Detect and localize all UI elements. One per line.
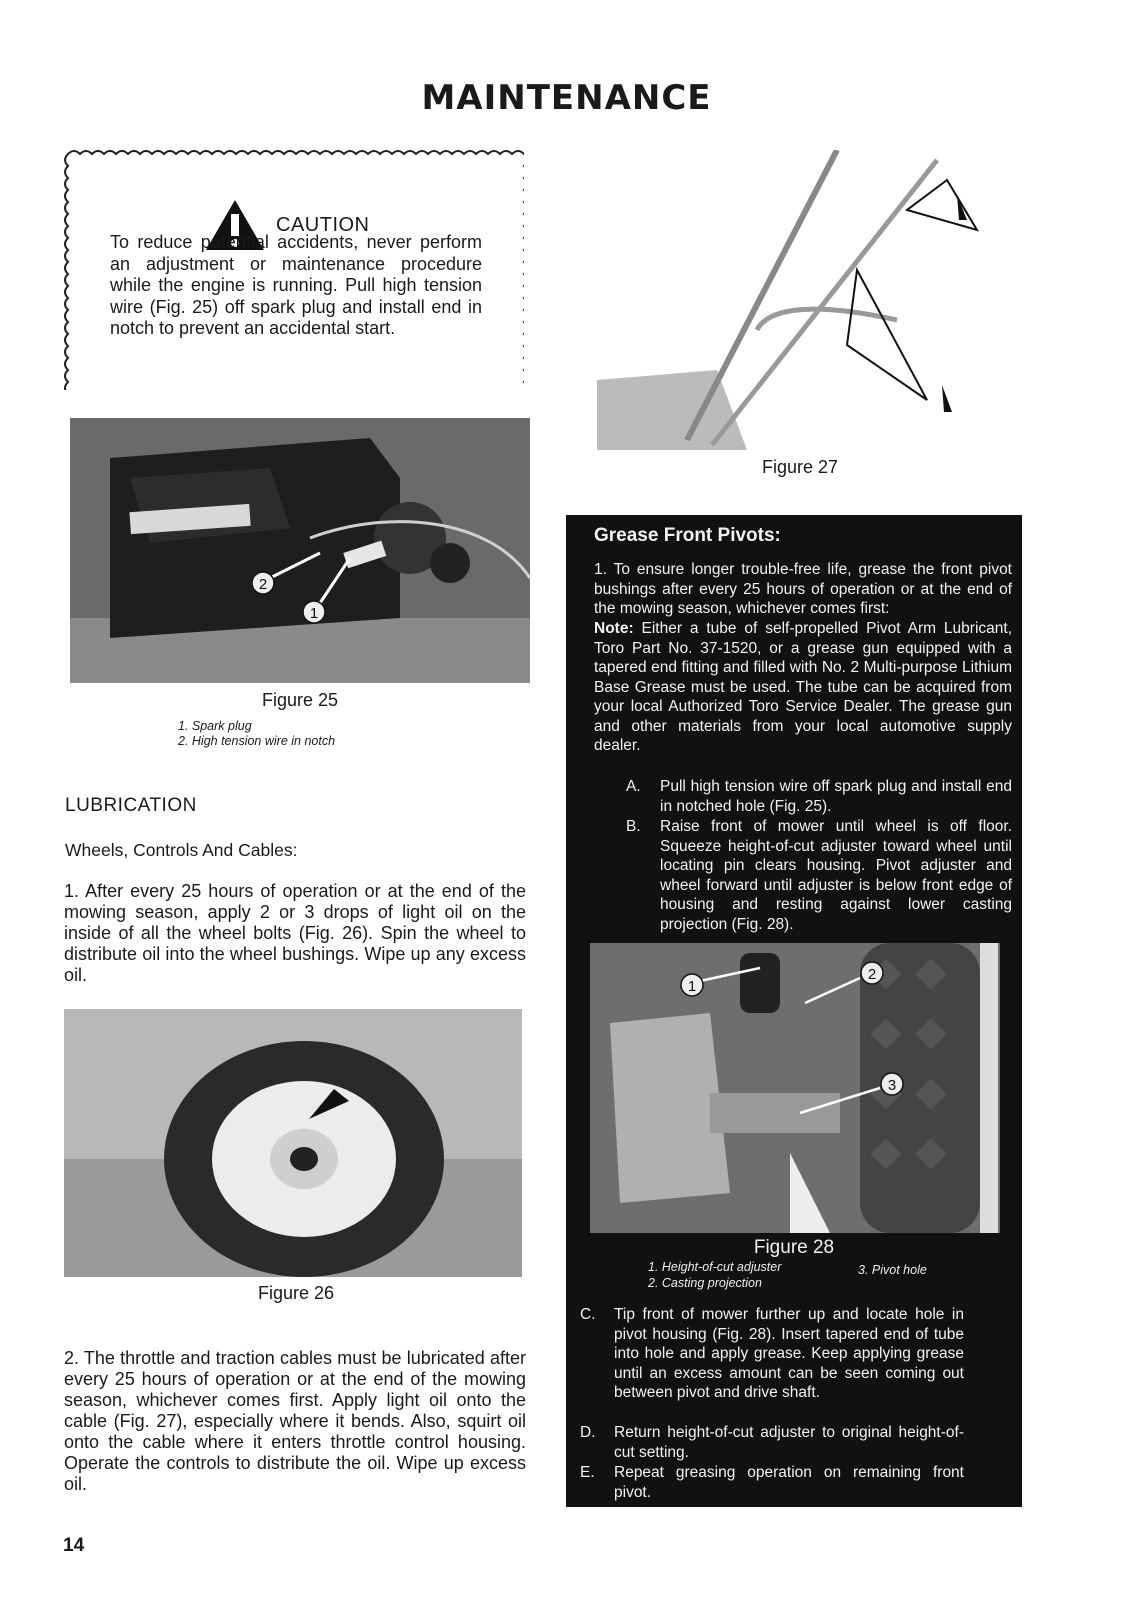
wheel-photo-illustration <box>64 1009 522 1277</box>
svg-text:1: 1 <box>687 978 697 995</box>
pivot-photo-illustration <box>590 943 1000 1233</box>
engine-photo-illustration <box>70 418 530 683</box>
step-text: Raise front of mower until wheel is off floor. Squeeze height-of-cut adjuster toward wheel until locating pin clears housing. Pivot adjuster and wheel forward until adjuster is below front edge of housing and resting against lower casting projection (Fig. 28). <box>660 818 1012 933</box>
grease-intro: 1. To ensure longer trouble-free life, grease the front pivot bushings after every 25 hours of operation or at the end of the mowing season, whichever comes first: <box>594 561 1012 617</box>
figure-28-photo <box>590 943 1000 1233</box>
step-label: C. <box>580 1306 596 1323</box>
svg-text:2: 2 <box>867 966 877 983</box>
caution-label: CAUTION <box>276 213 370 236</box>
legend-item: 2. Casting projection <box>648 1276 762 1290</box>
step-label: D. <box>580 1424 596 1441</box>
callout-1 <box>681 974 703 996</box>
step-text: Pull high tension wire off spark plug and install end in notched hole (Fig. 25). <box>660 778 1012 815</box>
legend-item: 1. Spark plug <box>178 719 252 733</box>
wheels-subheading: Wheels, Controls And Cables: <box>65 840 298 860</box>
page-number: 14 <box>63 1535 85 1556</box>
figure-25-photo <box>70 418 530 683</box>
grease-heading: Grease Front Pivots: <box>594 525 781 546</box>
lubrication-paragraph-1: 1. After every 25 hours of operation or at the end of the mowing season, apply 2 or 3 drops of light oil on the inside of all the wheel bolts (Fig. 26). Spin the wheel to distribute oil into the wheel bushings. Wipe up any excess oil. <box>64 881 526 985</box>
caution-box <box>64 150 524 390</box>
step-text: Return height-of-cut adjuster to original height-of-cut setting. <box>614 1424 964 1461</box>
grease-front-pivots-panel <box>566 515 1022 1507</box>
callout-3 <box>881 1073 903 1095</box>
figure-26-caption: Figure 26 <box>257 1283 335 1303</box>
page-title: MAINTENANCE <box>421 78 712 118</box>
caution-text: To reduce potential accidents, never perform an adjustment or maintenance procedure while the engine is running. Pull high tension wire (Fig. 25) off spark plug and install end in notch to prevent an accidental start. <box>110 232 482 338</box>
figure-25-caption: Figure 25 <box>261 690 339 710</box>
figure-26-photo <box>64 1009 522 1277</box>
callout-2 <box>861 962 883 984</box>
step-label: B. <box>626 818 641 835</box>
figure-27-caption: Figure 27 <box>761 457 839 477</box>
step-label: E. <box>580 1464 595 1481</box>
svg-text:1: 1 <box>309 605 319 622</box>
figure-25-legend <box>178 719 438 749</box>
note-label: Note: <box>594 620 634 637</box>
lubrication-paragraph-2: 2. The throttle and traction cables must be lubricated after every 25 hours of operation or at the end of the mowing season, whichever comes first. Apply light oil onto the cable (Fig. 27), especially where it bends. Also, squirt oil onto the cable where it enters throttle control housing. Operate the controls to distribute the oil. Wipe up excess oil. <box>64 1348 526 1494</box>
callout-2 <box>252 572 274 594</box>
step-text: Tip front of mower further up and locate hole in pivot housing (Fig. 28). Insert tapered end of tube into hole and apply grease. Keep applying grease until an excess amount can be seen coming out between pivot and drive shaft. <box>614 1306 964 1401</box>
legend-item: 1. Height-of-cut adjuster <box>648 1260 782 1274</box>
legend-item: 2. High tension wire in notch <box>178 734 336 748</box>
figure-27-illustration <box>597 150 997 450</box>
grease-note <box>594 619 1012 756</box>
note-text: Either a tube of self-propelled Pivot Arm Lubricant, Toro Part No. 37-1520, or a grease gun equipped with a tapered end fitting and filled with No. 2 Multi-purpose Lithium Base Grease must be used. The tube can be acquired from your local Authorized Toro Service Dealer. The grease gun and other materials from your local automotive supply dealer. <box>594 620 1012 754</box>
step-label: A. <box>626 778 641 795</box>
step-text: Repeat greasing operation on remaining front pivot. <box>614 1464 964 1501</box>
callout-1 <box>303 601 325 623</box>
lubrication-heading: LUBRICATION <box>65 795 197 816</box>
svg-text:2: 2 <box>258 576 268 593</box>
mower-handle-drawing <box>597 150 997 450</box>
svg-text:3: 3 <box>887 1077 897 1094</box>
legend-item: 3. Pivot hole <box>858 1263 927 1277</box>
figure-28-caption: Figure 28 <box>753 1237 835 1258</box>
